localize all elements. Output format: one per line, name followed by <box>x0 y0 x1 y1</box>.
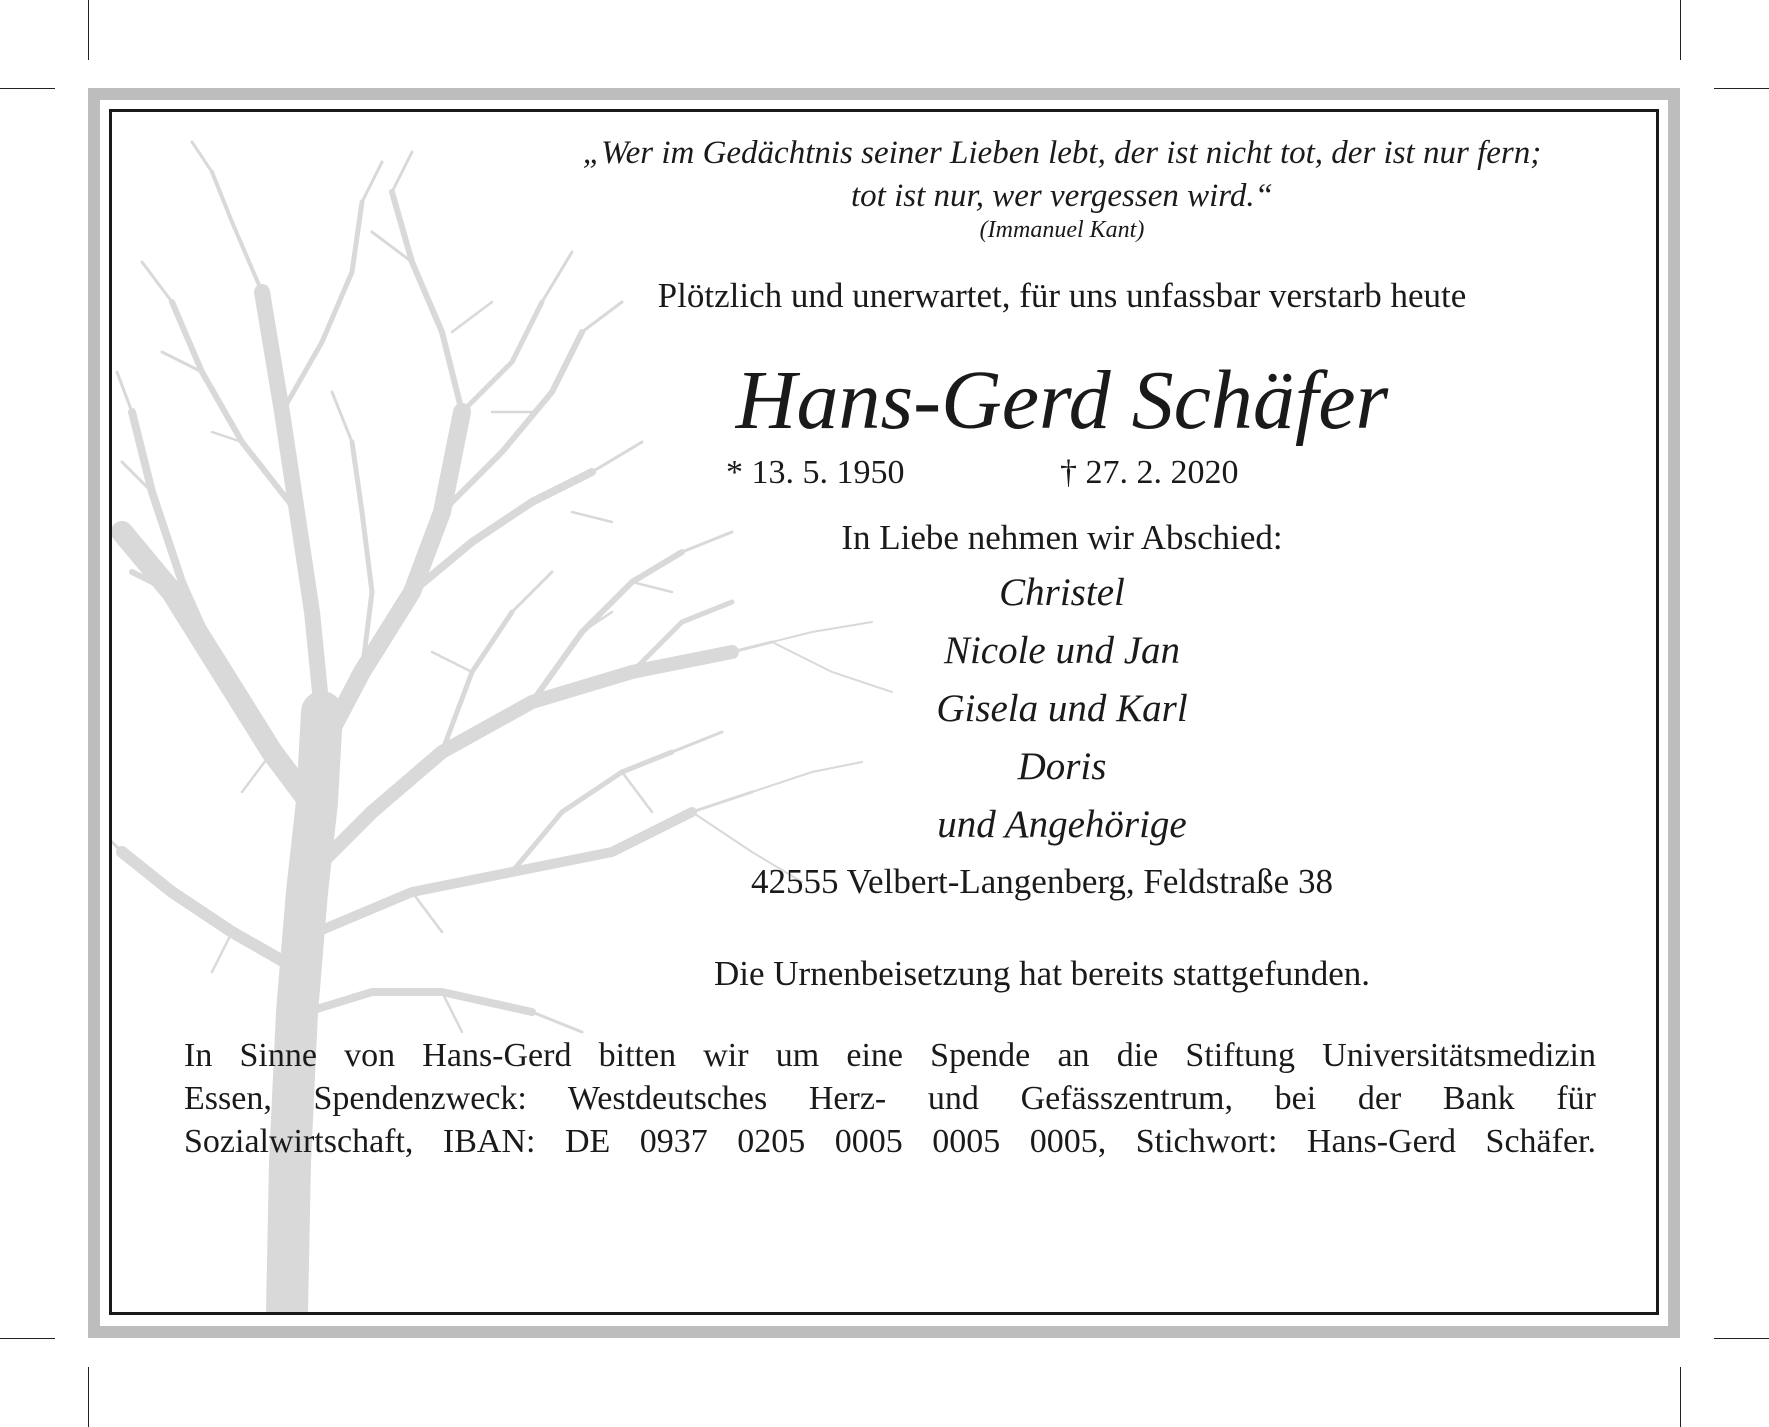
quote-line-2: tot ist nur, wer vergessen wird.“ <box>851 178 1273 214</box>
crop-mark <box>1680 1367 1681 1427</box>
quote-line-1: „Wer im Gedächtnis seiner Lieben lebt, der ist nicht tot, der ist nur fern; <box>582 135 1542 171</box>
donation-line: Essen, Spendenzweck: Westdeutsches Herz- und Gefässzentrum, bei der Bank für <box>184 1080 1596 1117</box>
donation-line: Sozialwirtschaft, IBAN: DE 0937 0205 0005 0005 0005, Stichwort: Hans-Gerd Schäfer. <box>184 1123 1596 1160</box>
crop-mark <box>0 88 55 89</box>
donation-request <box>184 1034 1596 1163</box>
crop-mark <box>1714 1338 1769 1339</box>
mourner-name: und Angehörige <box>937 803 1187 846</box>
address: 42555 Velbert-Langenberg, Feldstraße 38 <box>751 862 1333 901</box>
crop-mark <box>88 1367 89 1427</box>
farewell-intro: In Liebe nehmen wir Abschied: <box>841 518 1283 557</box>
mourners-list <box>562 564 1562 854</box>
birth-date: * 13. 5. 1950 <box>726 454 905 491</box>
crop-mark <box>1714 88 1769 89</box>
donation-line: In Sinne von Hans-Gerd bitten wir um eine Spende an die Stiftung Universitätsmedizin <box>184 1037 1596 1074</box>
obituary-card <box>109 109 1659 1315</box>
crop-mark <box>0 1338 55 1339</box>
quote-author: (Immanuel Kant) <box>979 217 1145 243</box>
death-date: † 27. 2. 2020 <box>1060 454 1239 491</box>
burial-note: Die Urnenbeisetzung hat bereits stattgefunden. <box>713 954 1371 993</box>
mourner-name: Doris <box>1017 745 1107 788</box>
mourner-name: Nicole und Jan <box>943 629 1181 672</box>
deceased-name: Hans-Gerd Schäfer <box>735 354 1389 447</box>
crop-mark <box>1680 0 1681 60</box>
announcement-text: Plötzlich und unerwartet, für uns unfassbar verstarb heute <box>657 276 1467 315</box>
mourner-name: Christel <box>999 571 1125 614</box>
mourner-name: Gisela und Karl <box>936 687 1188 730</box>
crop-mark <box>88 0 89 60</box>
